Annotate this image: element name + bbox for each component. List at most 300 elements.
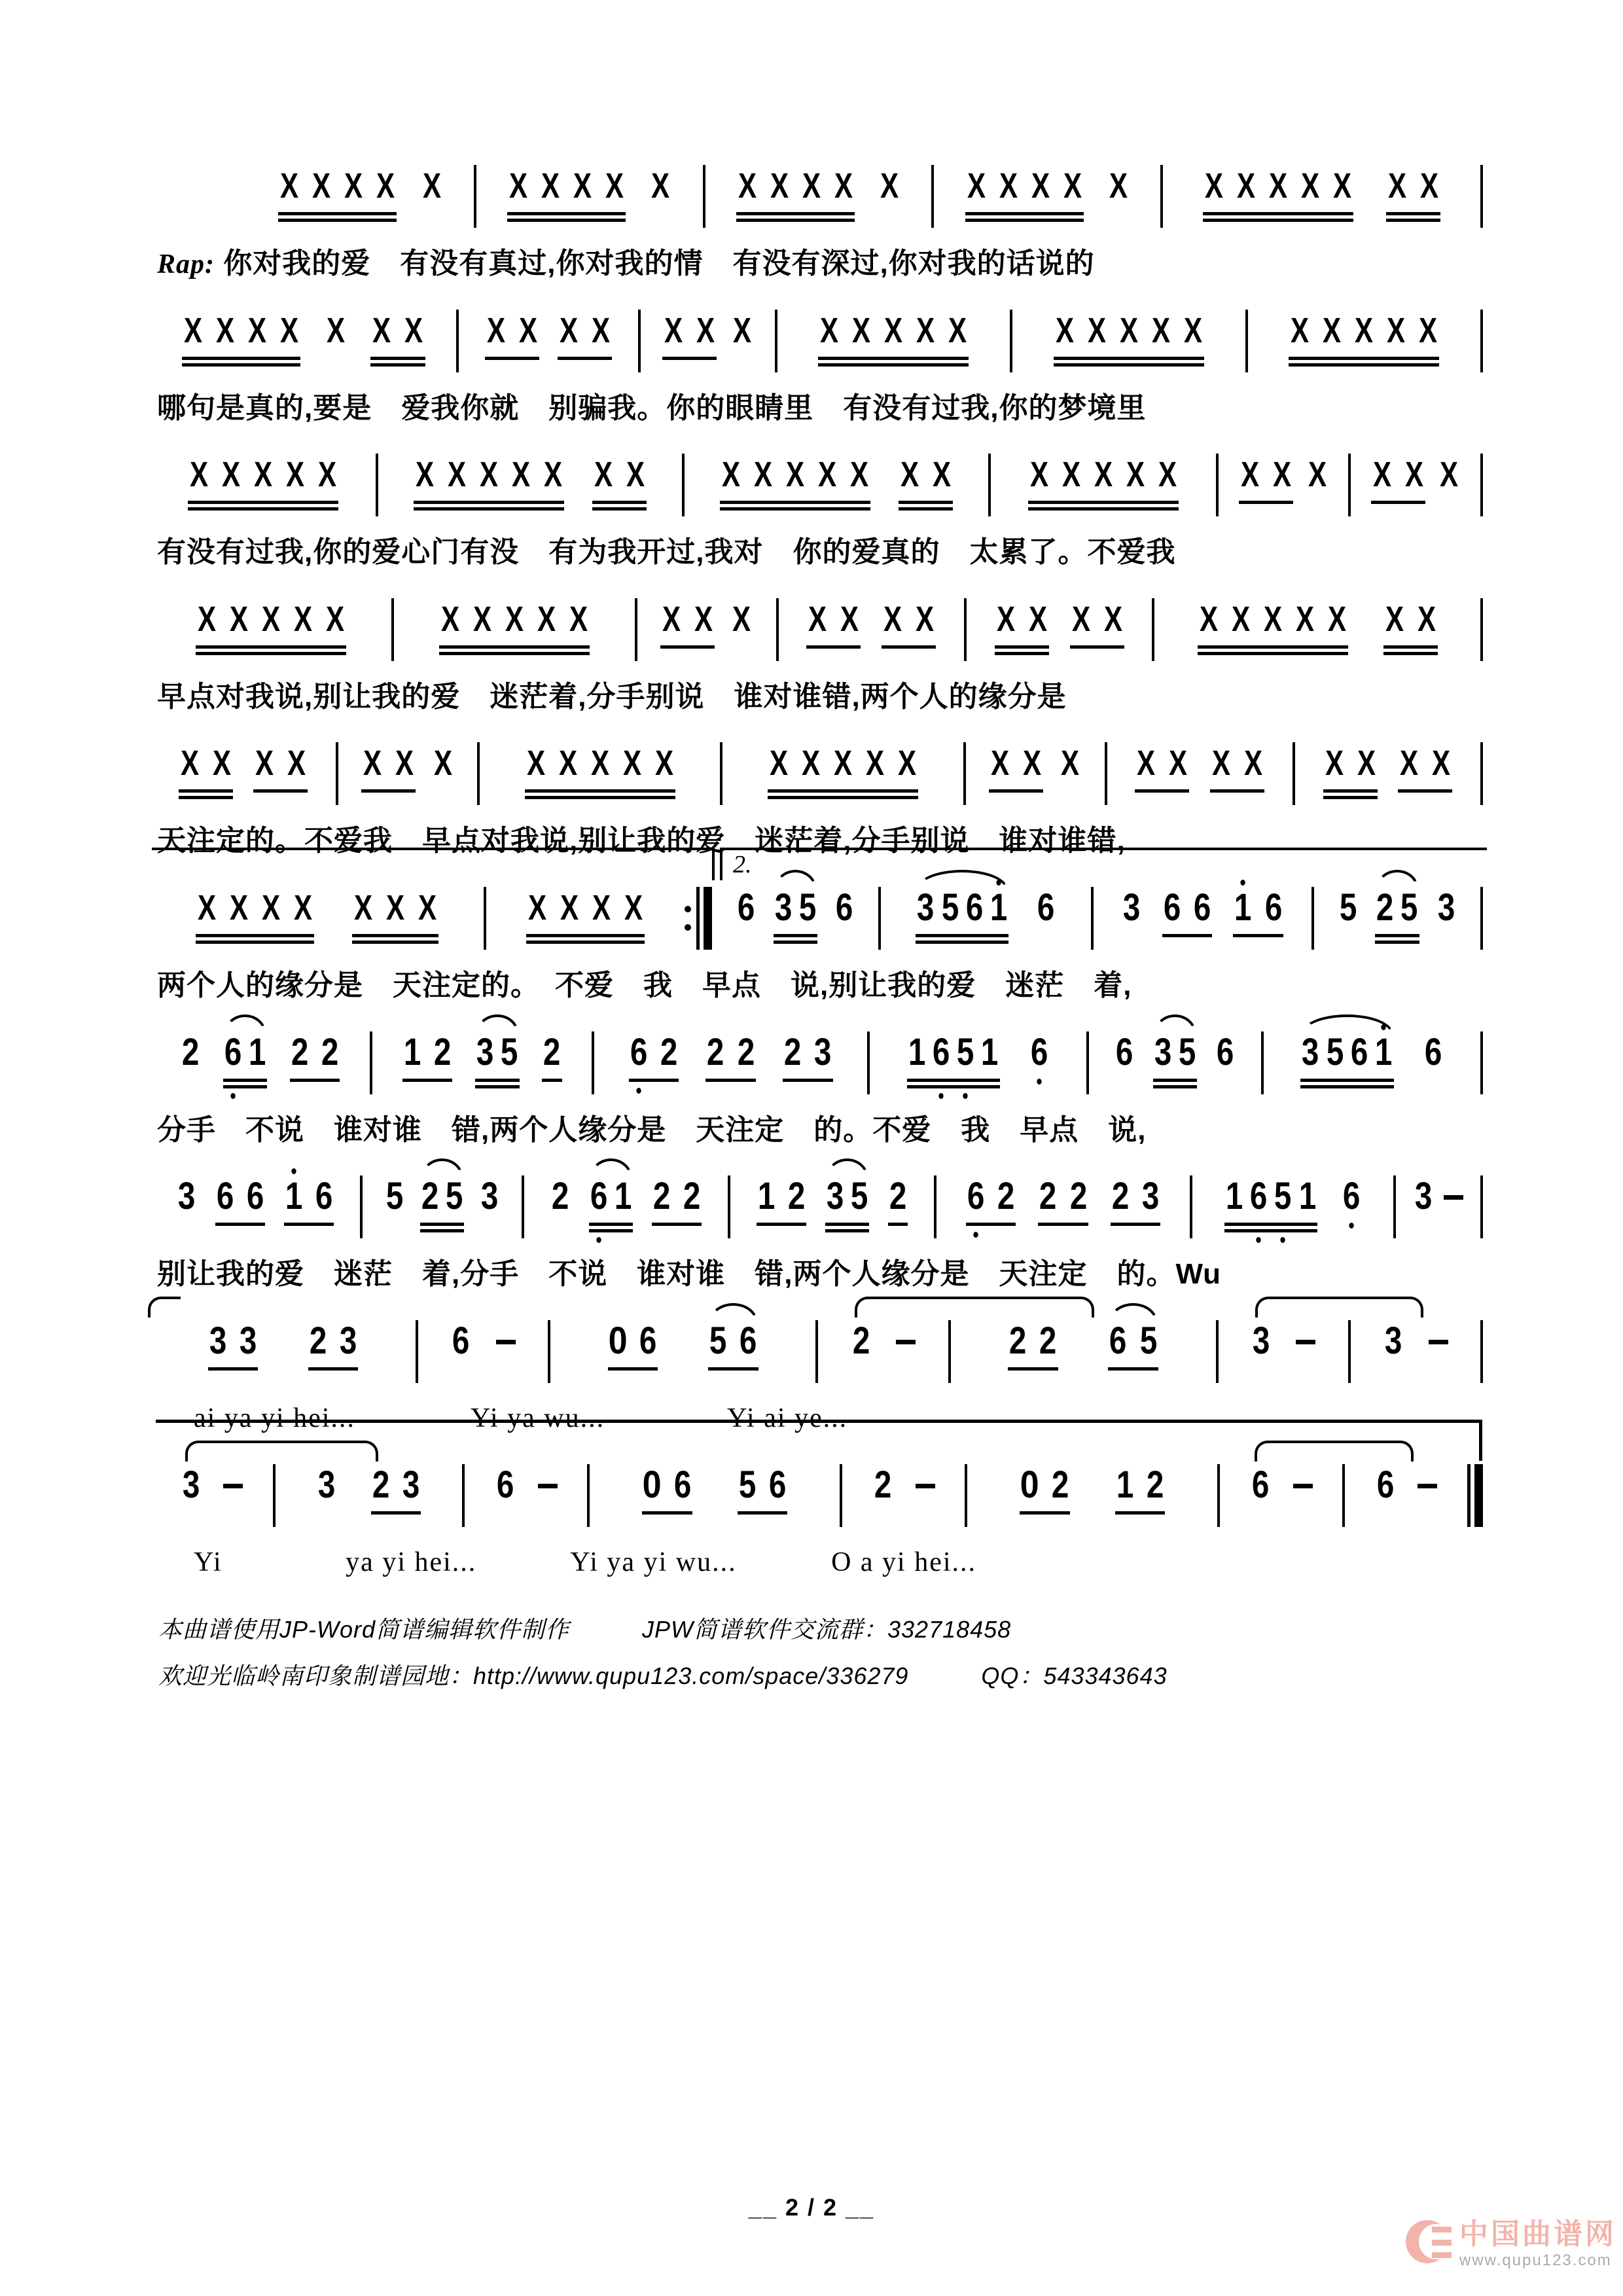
note-digit-6: 6	[1250, 1175, 1267, 1217]
measure	[152, 1175, 359, 1245]
note-x: X	[622, 744, 641, 783]
beam-line	[1162, 934, 1213, 937]
barline	[1010, 310, 1012, 372]
note-x: X	[1087, 310, 1106, 350]
note-group	[1397, 742, 1453, 812]
barline	[484, 887, 486, 950]
barline	[370, 1031, 372, 1094]
beam-line	[1008, 1367, 1058, 1371]
note-x: X	[312, 166, 331, 206]
note-group	[825, 1175, 870, 1245]
repeat-end-barline	[685, 887, 712, 950]
note-x: X	[326, 310, 345, 350]
beam-line	[485, 357, 539, 360]
barline	[1393, 1175, 1396, 1238]
note-digit-1: 1	[990, 887, 1007, 929]
measure	[1090, 1031, 1260, 1101]
note-digit-3: 3	[1302, 1030, 1319, 1073]
note-group	[1215, 1031, 1236, 1101]
system-6	[152, 850, 1484, 1003]
beam-line	[1371, 501, 1425, 504]
barline	[1480, 310, 1483, 372]
beam-line	[370, 357, 425, 360]
note-x: X	[1030, 455, 1049, 495]
measure	[1352, 1320, 1479, 1390]
system-10	[152, 1464, 1484, 1578]
note-group	[887, 1175, 908, 1245]
note-x: X	[651, 166, 670, 206]
note-group	[1251, 1320, 1272, 1390]
note-x: X	[544, 455, 563, 495]
note-x: X	[1291, 310, 1310, 350]
barline	[477, 742, 480, 805]
measure	[642, 310, 774, 379]
octave-dot-low	[1281, 1237, 1285, 1243]
note-digit-3: 3	[1122, 886, 1141, 929]
note-group	[707, 1320, 759, 1390]
note-digit-2: 2	[660, 1030, 678, 1073]
note-group	[736, 887, 757, 956]
note-x: X	[293, 599, 312, 639]
barline	[336, 742, 338, 805]
note-x: X	[834, 744, 853, 783]
barline	[416, 1320, 418, 1383]
note-digit-2: 2	[852, 1319, 870, 1362]
beam-line	[736, 219, 855, 222]
footer-credits	[158, 1607, 1484, 1698]
note-group	[495, 1464, 516, 1534]
note-x: X	[422, 166, 441, 206]
note-group	[965, 1175, 1017, 1245]
octave-dot-low	[938, 1093, 943, 1099]
note-digit-3: 3	[814, 1030, 832, 1073]
note-x: X	[1308, 455, 1327, 495]
measure	[552, 1320, 814, 1390]
measure	[732, 1175, 933, 1245]
note-x: X	[1028, 599, 1047, 639]
beam-line	[188, 501, 338, 504]
lyric-text: 两个人的缘分是 天注定的。 不爱 我 早点 说,别让我的爱 迷茫 着,	[157, 969, 1132, 1001]
note-digit-2: 2	[434, 1030, 452, 1073]
note-group	[1306, 454, 1329, 523]
note-group	[176, 1175, 197, 1245]
note-digit-6: 6	[315, 1175, 333, 1218]
note-group	[773, 887, 819, 956]
note-group	[806, 598, 861, 668]
beam-line	[774, 941, 818, 944]
beam-line	[290, 1079, 340, 1082]
beam-line	[995, 645, 1049, 649]
tie-arc	[855, 1297, 1094, 1318]
beam-line	[1210, 789, 1264, 793]
note-group	[1029, 1031, 1050, 1101]
note-x: X	[1432, 744, 1451, 783]
note-digit-6: 6	[630, 1031, 647, 1073]
beam-line	[1028, 507, 1179, 511]
barline	[474, 165, 476, 228]
note-group	[384, 1175, 405, 1245]
note-group	[1152, 1031, 1198, 1101]
note-group	[915, 887, 1009, 956]
note-x: X	[1212, 744, 1231, 783]
note-digit-3: 3	[209, 1319, 227, 1362]
note-group	[916, 1464, 935, 1534]
beam-line	[182, 357, 300, 360]
note-digit-3: 3	[1415, 1175, 1433, 1218]
note-x: X	[541, 166, 560, 206]
measure	[1156, 598, 1479, 668]
note-x: X	[1137, 744, 1156, 783]
beam-line	[1386, 212, 1440, 215]
note-group	[898, 454, 954, 523]
note-group	[1115, 1464, 1166, 1534]
note-digit-6: 6	[967, 1175, 984, 1217]
note-group	[283, 1175, 335, 1245]
beam-line	[907, 1085, 1000, 1088]
note-group	[496, 1320, 516, 1390]
note-dash	[496, 1340, 516, 1344]
repeat-dots	[685, 887, 691, 950]
beam-line	[188, 507, 338, 511]
beam-line	[825, 1223, 870, 1226]
note-group	[431, 742, 455, 812]
barline	[948, 1320, 951, 1383]
measure	[967, 742, 1103, 812]
note-digit-2: 2	[1039, 1319, 1057, 1362]
measure	[1249, 310, 1479, 379]
note-x: X	[884, 310, 903, 350]
beam-line	[1153, 1079, 1198, 1082]
measure	[152, 887, 482, 956]
beam-line	[542, 1079, 562, 1082]
barline	[1480, 887, 1483, 950]
measure	[395, 598, 633, 668]
note-x: X	[447, 455, 467, 495]
octave-dot-low	[963, 1093, 968, 1099]
note-group	[524, 742, 676, 812]
note-group	[988, 742, 1044, 812]
beam-line	[284, 1223, 334, 1226]
measure	[871, 1031, 1085, 1101]
note-x: X	[560, 310, 579, 350]
note-digit-1: 1	[1225, 1175, 1243, 1218]
barline	[1160, 165, 1163, 228]
note-group	[1197, 598, 1349, 668]
beam-line	[660, 645, 715, 649]
beam-line	[757, 1223, 807, 1226]
beam-line	[806, 645, 861, 649]
note-group	[1162, 887, 1213, 956]
note-x: X	[818, 455, 837, 495]
beam-line	[196, 941, 314, 944]
note-x: X	[883, 599, 902, 639]
note-group	[756, 1175, 808, 1245]
note-group	[370, 310, 425, 379]
note-x: X	[722, 455, 741, 495]
note-digit-5: 5	[1178, 1030, 1196, 1073]
beam-line	[1239, 501, 1293, 504]
score	[152, 165, 1484, 1699]
beam-line	[1383, 652, 1438, 655]
barline	[1348, 1320, 1351, 1383]
note-digit-1: 1	[1234, 887, 1251, 929]
beam-line	[526, 941, 645, 944]
measure	[1265, 1031, 1479, 1101]
note-x: X	[624, 888, 643, 927]
note-digit-2: 2	[1009, 1319, 1027, 1362]
barline	[1480, 742, 1483, 805]
note-x: X	[654, 744, 673, 783]
note-x: X	[1417, 599, 1436, 639]
note-x: X	[999, 166, 1018, 206]
note-group	[316, 1464, 337, 1534]
final-barline	[1467, 1464, 1483, 1527]
notes-row	[152, 1031, 1484, 1105]
slur-arc	[709, 1303, 758, 1323]
note-group	[351, 887, 439, 956]
note-digit-6: 6	[1116, 1030, 1133, 1073]
note-x: X	[528, 888, 547, 927]
barline	[1480, 1320, 1483, 1383]
note-group	[550, 1175, 571, 1245]
lyric-text: Yi ya yi hei... Yi ya yi wu... O a yi hei...	[194, 1547, 977, 1578]
note-digit-6: 6	[769, 1463, 787, 1507]
note-x: X	[197, 599, 216, 639]
beam-line	[1386, 219, 1440, 222]
barline	[720, 742, 722, 805]
note-digit-2: 2	[543, 1030, 561, 1073]
note-x: X	[1385, 599, 1404, 639]
note-digit-1: 1	[1116, 1463, 1134, 1507]
note-x: X	[967, 166, 986, 206]
note-x: X	[1063, 166, 1082, 206]
measure	[992, 454, 1215, 523]
note-group	[1296, 1320, 1315, 1390]
beam-line	[179, 789, 233, 793]
octave-dot-low	[973, 1232, 978, 1238]
beam-line	[223, 1085, 268, 1088]
measure	[152, 454, 374, 523]
note-x: X	[285, 455, 305, 495]
note-digit-6: 6	[1350, 1030, 1368, 1073]
barline	[1086, 1031, 1089, 1094]
note-digit-6: 6	[1343, 1175, 1360, 1217]
note-x: X	[1126, 455, 1145, 495]
note-group	[1035, 887, 1056, 956]
beam-line	[253, 789, 308, 793]
note-x: X	[573, 166, 592, 206]
note-digit-2: 2	[683, 1175, 701, 1218]
note-dash	[538, 1484, 558, 1488]
barline	[1480, 1175, 1483, 1238]
note-digit-2: 2	[874, 1463, 892, 1507]
note-group	[420, 165, 444, 234]
note-group	[277, 165, 397, 234]
barline	[934, 1175, 936, 1238]
beam-line	[608, 1367, 658, 1371]
beam-line	[592, 507, 647, 511]
note-x: X	[180, 744, 199, 783]
measure	[460, 310, 637, 379]
note-group	[1037, 1175, 1089, 1245]
note-digit-6: 6	[738, 886, 755, 929]
note-x: X	[1327, 599, 1346, 639]
note-x: X	[183, 310, 202, 350]
note-x: X	[694, 599, 713, 639]
note-x: X	[247, 310, 266, 350]
beam-line	[720, 501, 870, 504]
note-x: X	[901, 455, 919, 495]
beam-line	[589, 1223, 633, 1226]
note-digit-3: 3	[826, 1175, 844, 1218]
barline	[728, 1175, 730, 1238]
note-x: X	[1419, 310, 1438, 350]
note-group	[1383, 598, 1438, 668]
note-dash	[1418, 1484, 1437, 1488]
beam-line	[966, 1223, 1016, 1226]
note-x: X	[866, 744, 885, 783]
measure	[419, 1320, 546, 1390]
beam-line	[899, 501, 953, 504]
note-x: X	[1355, 310, 1374, 350]
note-x: X	[486, 310, 505, 350]
beam-line	[525, 796, 675, 799]
slur-arc	[1109, 1303, 1158, 1323]
slur-arc	[826, 1158, 869, 1178]
barline	[1348, 454, 1351, 516]
note-dash	[223, 1484, 243, 1488]
beam-line	[1323, 796, 1378, 799]
note-group	[526, 887, 645, 956]
beam-line	[916, 934, 1008, 937]
volta-2-label: 2.	[733, 850, 752, 878]
note-digit-2: 2	[291, 1030, 309, 1073]
note-group	[1110, 1175, 1162, 1245]
note-x: X	[221, 455, 241, 495]
notes-row	[152, 598, 1484, 672]
beam-line	[592, 501, 647, 504]
barline	[931, 165, 934, 228]
note-group	[641, 1464, 693, 1534]
lyric-text: ai ya yi hei... Yi ya wu... Yi ai ye...	[194, 1403, 848, 1433]
note-digit-1: 1	[403, 1030, 421, 1073]
note-group	[730, 310, 754, 379]
note-group	[782, 1031, 834, 1101]
note-digit-3: 3	[402, 1463, 420, 1507]
beam-line	[1289, 357, 1439, 360]
notes-row	[152, 310, 1484, 383]
note-group	[1107, 165, 1130, 234]
measure	[1194, 1175, 1392, 1245]
beam-line	[1115, 1511, 1166, 1515]
note-group	[557, 310, 613, 379]
octave-dot-high	[291, 1168, 296, 1174]
note-digit-6: 6	[224, 1031, 241, 1073]
note-x: X	[732, 310, 751, 350]
note-digit-0: 0	[1020, 1463, 1039, 1507]
note-group	[195, 887, 315, 956]
barline	[587, 1464, 590, 1527]
note-group	[484, 310, 540, 379]
beam-line	[652, 1223, 702, 1226]
note-digit-5: 5	[957, 1031, 974, 1073]
page-number: __ 2 / 2 __	[748, 2194, 875, 2221]
note-x: X	[590, 744, 609, 783]
note-x: X	[537, 599, 556, 639]
system-1	[152, 165, 1484, 281]
barline	[1190, 1175, 1192, 1238]
barline	[964, 598, 967, 661]
note-x: X	[418, 888, 437, 927]
system-4	[152, 598, 1484, 714]
measure	[1296, 742, 1479, 812]
octave-dot-low	[230, 1093, 235, 1099]
note-x: X	[1062, 455, 1081, 495]
note-x: X	[605, 166, 624, 206]
note-x: X	[1231, 599, 1250, 639]
note-digit-1: 1	[1375, 1031, 1392, 1073]
system-3	[152, 454, 1484, 569]
note-digit-5: 5	[709, 1319, 727, 1362]
barline	[965, 1464, 967, 1527]
barline	[1216, 1320, 1219, 1383]
note-digit-3: 3	[476, 1030, 494, 1073]
measure	[340, 742, 476, 812]
note-group	[851, 1320, 872, 1390]
note-digit-5: 5	[501, 1030, 518, 1073]
measure	[1164, 165, 1479, 234]
barline	[878, 887, 881, 950]
note-group	[223, 1464, 243, 1534]
note-x: X	[1440, 455, 1459, 495]
beam-line	[439, 645, 590, 649]
note-group	[628, 1031, 680, 1101]
note-group	[207, 1320, 259, 1390]
beam-line	[278, 219, 397, 222]
beam-line	[1300, 1085, 1393, 1088]
watermark	[1406, 2220, 1616, 2269]
note-digit-2: 2	[421, 1175, 439, 1218]
note-x: X	[1119, 310, 1138, 350]
note-digit-5: 5	[798, 886, 817, 929]
note-x: X	[1272, 455, 1292, 495]
notes-row	[152, 1320, 1484, 1393]
note-digit-5: 5	[445, 1175, 463, 1218]
note-group	[592, 454, 647, 523]
note-digit-2: 2	[551, 1175, 569, 1218]
note-digit-5: 5	[738, 1463, 757, 1507]
note-digit-3: 3	[774, 886, 792, 929]
note-digit-3: 3	[317, 1463, 336, 1507]
barline	[462, 1464, 465, 1527]
note-x: X	[1357, 744, 1376, 783]
note-group	[588, 1175, 634, 1245]
note-digit-1: 1	[248, 1030, 266, 1073]
note-digit-5: 5	[1400, 886, 1418, 929]
beam-line	[738, 1511, 788, 1515]
beam-line	[1135, 789, 1189, 793]
beam-line	[736, 212, 855, 215]
note-x: X	[770, 744, 789, 783]
beam-line	[525, 789, 675, 793]
measure	[713, 887, 877, 956]
note-x: X	[1103, 599, 1122, 639]
note-group	[538, 1464, 558, 1534]
note-digit-2: 2	[1146, 1463, 1164, 1507]
barline	[1217, 1464, 1220, 1527]
beam-line	[899, 507, 953, 511]
beam-line	[420, 1223, 465, 1226]
